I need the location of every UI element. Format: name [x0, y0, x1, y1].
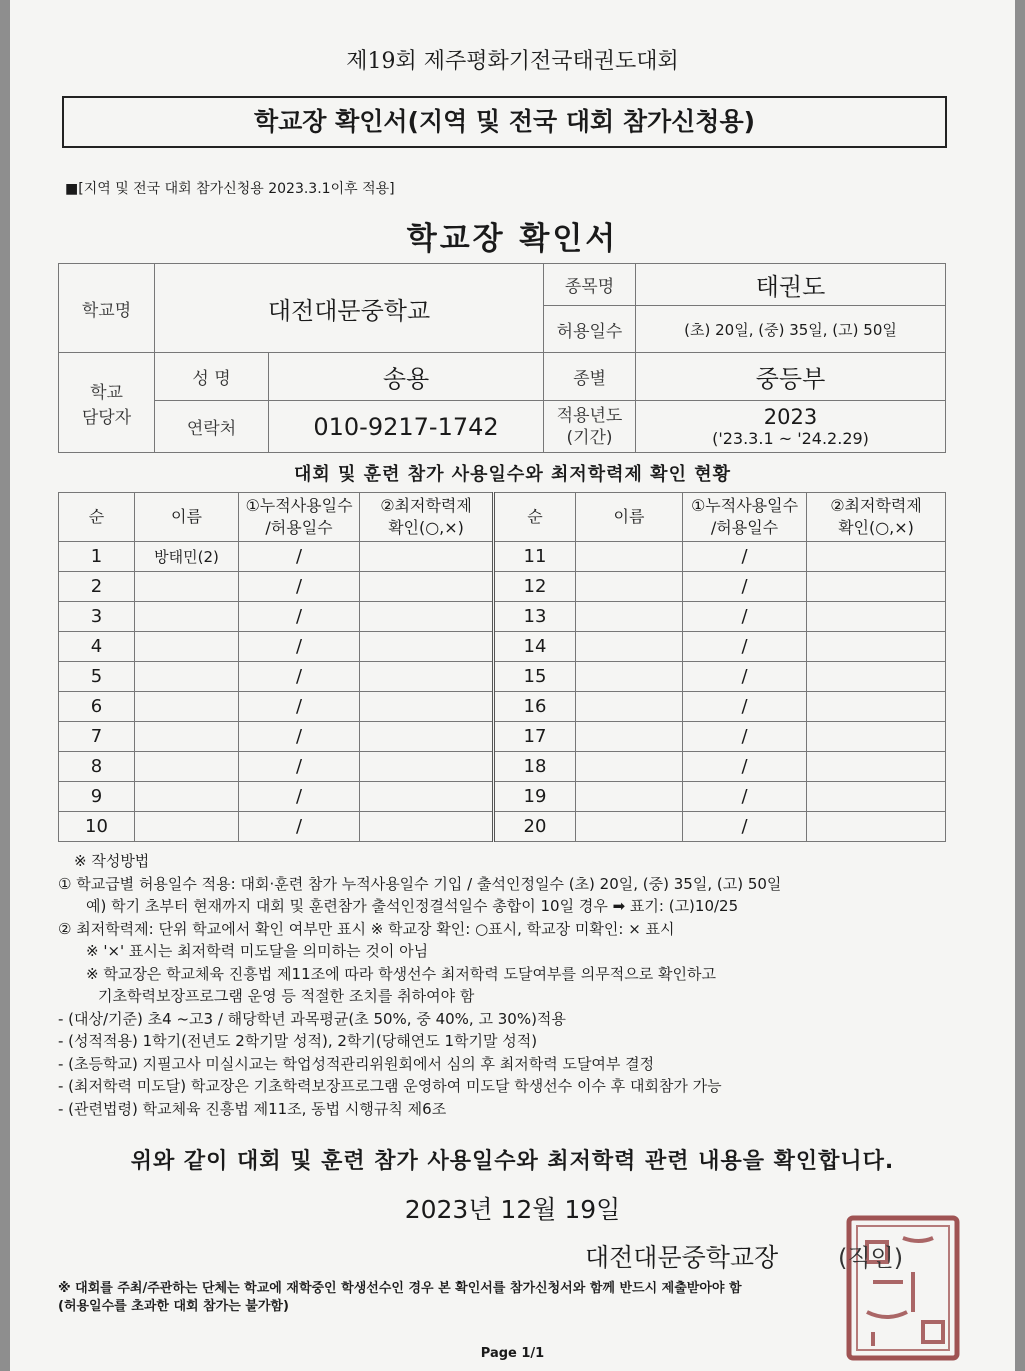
row-no-right: 16	[494, 692, 576, 722]
instructions	[58, 850, 958, 1120]
row-name-right	[576, 752, 683, 782]
manager-name-value: 송용	[269, 353, 544, 401]
row-check-left	[360, 632, 494, 662]
row-days-left: /	[239, 752, 360, 782]
event-title: 제19회 제주평화기전국태권도대회	[346, 49, 679, 74]
row-days-right: /	[683, 662, 807, 692]
row-check-right	[807, 722, 946, 752]
row-no-right: 13	[494, 602, 576, 632]
row-name-left	[135, 692, 239, 722]
row-no-right: 19	[494, 782, 576, 812]
instruction-line: 기초학력보장프로그램 운영 등 적절한 조치를 취하여야 함	[98, 987, 475, 1005]
instruction-line: - (관련법령) 학교체육 진흥법 제11조, 동법 시행규칙 제6조	[58, 1099, 447, 1118]
instruction-line: - (성적적용) 1학기(전년도 2학기말 성적), 2학기(당해연도 1학기말 성적)	[58, 1032, 538, 1050]
row-check-right	[807, 662, 946, 692]
row-name-right	[576, 572, 683, 602]
instruction-line: ② 최저학력제: 단위 학교에서 확인 여부만 표시 ※ 학교장 확인: ○표시, 학교장 미확인: × 표시	[58, 919, 675, 938]
row-name-left	[135, 632, 239, 662]
school-name-value: 대전대문중학교	[155, 264, 544, 353]
allowed-days-label: 허용일수	[544, 306, 636, 353]
row-check-right	[807, 572, 946, 602]
row-no-left: 1	[59, 542, 135, 572]
instruction-line: - (대상/기준) 초4 ~고3 / 해당학년 과목평균(초 50%, 중 40%, 고 30%)적용	[58, 1009, 566, 1028]
row-no-left: 9	[59, 782, 135, 812]
row-check-left	[360, 812, 494, 842]
document-title-box: 학교장 확인서(지역 및 전국 대회 참가신청용)	[62, 96, 947, 148]
table-row	[59, 812, 946, 842]
row-name-left: 방태민(2)	[135, 542, 239, 572]
row-check-right	[807, 602, 946, 632]
row-days-right: /	[683, 782, 807, 812]
header-no-left: 순	[59, 493, 135, 542]
row-days-right: /	[683, 632, 807, 662]
row-check-left	[360, 542, 494, 572]
row-no-left: 7	[59, 722, 135, 752]
table-row	[59, 722, 946, 752]
header-check-left: ②최저학력제 확인(○,×)	[360, 493, 494, 542]
row-no-left: 6	[59, 692, 135, 722]
row-days-left: /	[239, 542, 360, 572]
row-days-right: /	[683, 812, 807, 842]
school-info-table	[58, 263, 946, 453]
row-check-left	[360, 662, 494, 692]
header-no-right: 순	[494, 493, 576, 542]
row-no-left: 10	[59, 812, 135, 842]
page-number: Page 1/1	[480, 1346, 545, 1361]
manager-label: 학교 담당자	[59, 353, 155, 453]
row-check-left	[360, 602, 494, 632]
year-cell	[636, 401, 946, 453]
row-days-right: /	[683, 692, 807, 722]
row-days-left: /	[239, 662, 360, 692]
division-label: 종별	[544, 353, 636, 401]
table-row	[59, 782, 946, 812]
row-name-right	[576, 602, 683, 632]
table-row	[59, 632, 946, 662]
row-no-right: 20	[494, 812, 576, 842]
instruction-line: ※ '×' 표시는 최저학력 미도달을 의미하는 것이 아님	[86, 942, 429, 960]
section-title: 대회 및 훈련 참가 사용일수와 최저학력제 확인 현황	[293, 464, 731, 485]
header-name-right: 이름	[576, 493, 683, 542]
row-check-left	[360, 782, 494, 812]
confirmation-statement: 위와 같이 대회 및 훈련 참가 사용일수와 최저학력 관련 내용을 확인합니다.	[130, 1149, 895, 1174]
instruction-line: ※ 학교장은 학교체육 진흥법 제11조에 따라 학생선수 최저학력 도달여부를 의무적으로 확인하고	[86, 964, 716, 983]
table-row	[59, 752, 946, 782]
row-days-left: /	[239, 692, 360, 722]
footnote: ※ 대회를 주최/주관하는 단체는 학교에 재학중인 학생선수인 경우 본 확인서를 참가신청서와 함께 반드시 제출받아야 함 (허용일수를 초과한 대회 참가는 불가함)	[58, 1281, 742, 1314]
row-check-left	[360, 722, 494, 752]
row-name-right	[576, 782, 683, 812]
row-check-right	[807, 752, 946, 782]
row-check-left	[360, 572, 494, 602]
instruction-line: - (최저학력 미도달) 학교장은 기초학력보장프로그램 운영하여 미도달 학생선수 이수 후 대회참가 가능	[58, 1077, 722, 1095]
row-name-right	[576, 722, 683, 752]
instructions-lines	[58, 873, 958, 1121]
row-no-left: 8	[59, 752, 135, 782]
row-days-left: /	[239, 632, 360, 662]
document-page	[10, 0, 1015, 1371]
row-name-right	[576, 542, 683, 572]
row-no-right: 18	[494, 752, 576, 782]
row-name-right	[576, 692, 683, 722]
contact-label: 연락처	[155, 401, 269, 453]
header-check-right: ②최저학력제 확인(○,×)	[807, 493, 946, 542]
row-check-right	[807, 542, 946, 572]
row-no-left: 4	[59, 632, 135, 662]
table-row	[59, 542, 946, 572]
row-days-right: /	[683, 602, 807, 632]
table-row	[59, 572, 946, 602]
header-days-left: ①누적사용일수 /허용일수	[239, 493, 360, 542]
instructions-title: ※ 작성방법	[74, 852, 150, 870]
seal-label: (직인)	[838, 1244, 904, 1272]
division-value: 중등부	[636, 353, 946, 401]
row-days-left: /	[239, 602, 360, 632]
allowed-days-value: (초) 20일, (중) 35일, (고) 50일	[636, 306, 946, 353]
event-value: 태권도	[636, 264, 946, 306]
row-days-left: /	[239, 572, 360, 602]
header-name-left: 이름	[135, 493, 239, 542]
row-check-left	[360, 692, 494, 722]
row-no-left: 2	[59, 572, 135, 602]
row-name-left	[135, 782, 239, 812]
instruction-line: - (초등학교) 지필고사 미실시교는 학업성적관리위원회에서 심의 후 최저학력 도달여부 결정	[58, 1054, 655, 1073]
row-name-right	[576, 812, 683, 842]
row-name-left	[135, 752, 239, 782]
row-no-right: 15	[494, 662, 576, 692]
row-check-right	[807, 782, 946, 812]
row-name-left	[135, 572, 239, 602]
issue-date: 2023년 12월 19일	[404, 1195, 621, 1224]
contact-value: 010-9217-1742	[269, 401, 544, 453]
row-name-right	[576, 662, 683, 692]
table-row	[59, 662, 946, 692]
row-days-right: /	[683, 752, 807, 782]
header-days-right: ①누적사용일수 /허용일수	[683, 493, 807, 542]
year-period: ('23.3.1 ~ '24.2.29)	[712, 429, 869, 448]
manager-name-label: 성 명	[155, 353, 269, 401]
table-row	[59, 692, 946, 722]
main-title: 학교장 확인서	[406, 221, 619, 257]
instruction-line: 예) 학기 초부터 현재까지 대회 및 훈련참가 출석인정결석일수 총합이 10일 경우 ➡ 표기: (고)10/25	[86, 897, 739, 915]
row-no-right: 11	[494, 542, 576, 572]
row-days-right: /	[683, 542, 807, 572]
row-no-left: 3	[59, 602, 135, 632]
row-no-right: 12	[494, 572, 576, 602]
school-name-label: 학교명	[59, 264, 155, 353]
row-days-left: /	[239, 782, 360, 812]
applicability-note: ■[지역 및 전국 대회 참가신청용 2023.3.1이후 적용]	[65, 181, 395, 197]
row-check-right	[807, 692, 946, 722]
row-check-left	[360, 752, 494, 782]
participation-rows	[59, 542, 946, 842]
row-no-left: 5	[59, 662, 135, 692]
table-row	[59, 602, 946, 632]
row-days-left: /	[239, 812, 360, 842]
row-no-right: 17	[494, 722, 576, 752]
row-name-right	[576, 632, 683, 662]
year-value: 2023	[763, 405, 818, 429]
row-check-right	[807, 632, 946, 662]
year-label: 적용년도 (기간)	[544, 401, 636, 453]
row-no-right: 14	[494, 632, 576, 662]
participation-table	[58, 492, 946, 842]
row-days-right: /	[683, 572, 807, 602]
instruction-line: ① 학교급별 허용일수 적용: 대회·훈련 참가 누적사용일수 기입 / 출석인정일수 (초) 20일, (중) 35일, (고) 50일	[58, 874, 782, 893]
row-check-right	[807, 812, 946, 842]
row-name-left	[135, 722, 239, 752]
row-name-left	[135, 662, 239, 692]
row-name-left	[135, 602, 239, 632]
event-label: 종목명	[544, 264, 636, 306]
row-days-left: /	[239, 722, 360, 752]
principal-signature: 대전대문중학교장	[585, 1243, 779, 1272]
row-name-left	[135, 812, 239, 842]
row-days-right: /	[683, 722, 807, 752]
